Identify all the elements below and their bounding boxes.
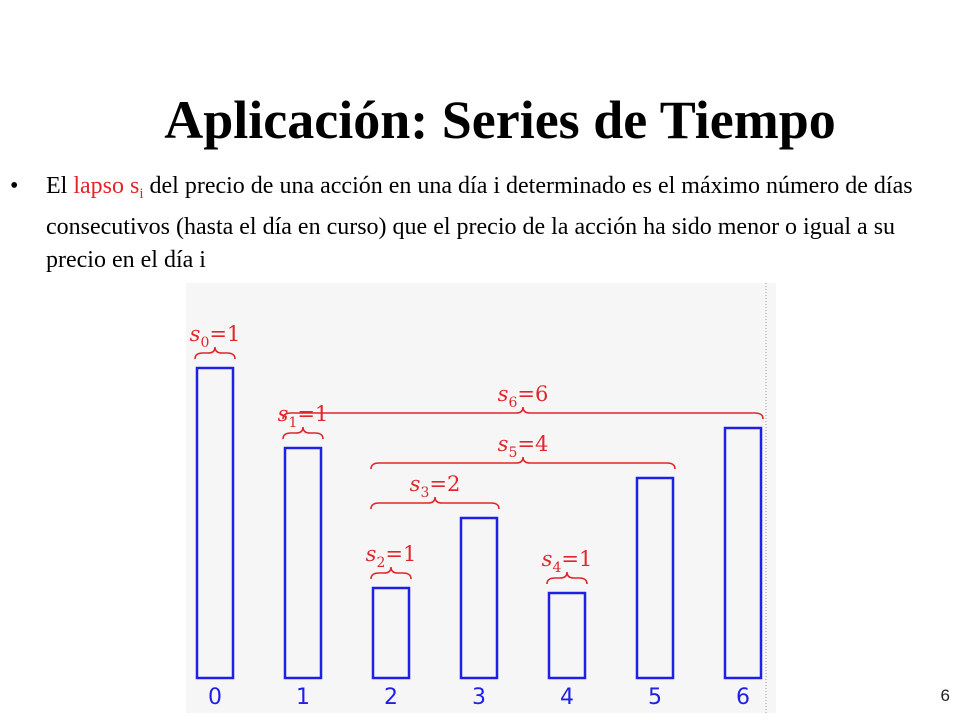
span-label-s6: $s_6=6$: [497, 382, 549, 411]
span-label-s2: $s_2=1$: [365, 542, 417, 571]
highlight-s: s: [124, 173, 140, 199]
span-label-s0: $s_0=1$: [189, 322, 241, 351]
slide-title: Aplicación: Series de Tiempo: [164, 90, 836, 150]
span-label-s4: $s_4=1$: [541, 547, 593, 576]
category-label-4: 4: [560, 685, 574, 710]
bullet-part1: El: [46, 173, 74, 199]
category-label-5: 5: [648, 685, 662, 710]
span-chart-svg: [186, 283, 776, 713]
page-number: 6: [940, 686, 950, 705]
definition-bullet: [10, 170, 926, 277]
highlight-term: [73, 173, 144, 202]
bullet-part2: del precio de una acción en una día i determinado es el máximo número de días consecutivos (hasta el día en curso) que el precio de la acción ha sido menor o igual a su precio en el día i: [46, 173, 913, 273]
category-label-2: 2: [384, 685, 398, 710]
highlight-subscript: i: [139, 186, 144, 202]
category-label-1: 1: [296, 685, 310, 710]
span-chart: [186, 283, 776, 713]
bar-day-5: [637, 478, 673, 678]
category-label-6: 6: [736, 685, 750, 710]
bar-day-3: [461, 518, 497, 678]
brace-s3: [371, 497, 499, 509]
bar-day-1: [285, 448, 321, 678]
brace-s6: [283, 407, 763, 419]
span-label-s5: $s_5=4$: [497, 432, 549, 461]
highlight-word: lapso: [73, 173, 124, 199]
bar-day-6: [725, 428, 761, 678]
span-label-s3: $s_3=2$: [409, 472, 461, 501]
bar-day-0: [197, 368, 233, 678]
bar-day-2: [373, 588, 409, 678]
bullet-dot-icon: •: [10, 173, 19, 199]
bar-day-4: [549, 593, 585, 678]
category-label-3: 3: [472, 685, 486, 710]
brace-s5: [371, 457, 675, 469]
category-label-0: 0: [208, 685, 222, 710]
span-label-s1: $s_1=1$: [277, 402, 329, 431]
